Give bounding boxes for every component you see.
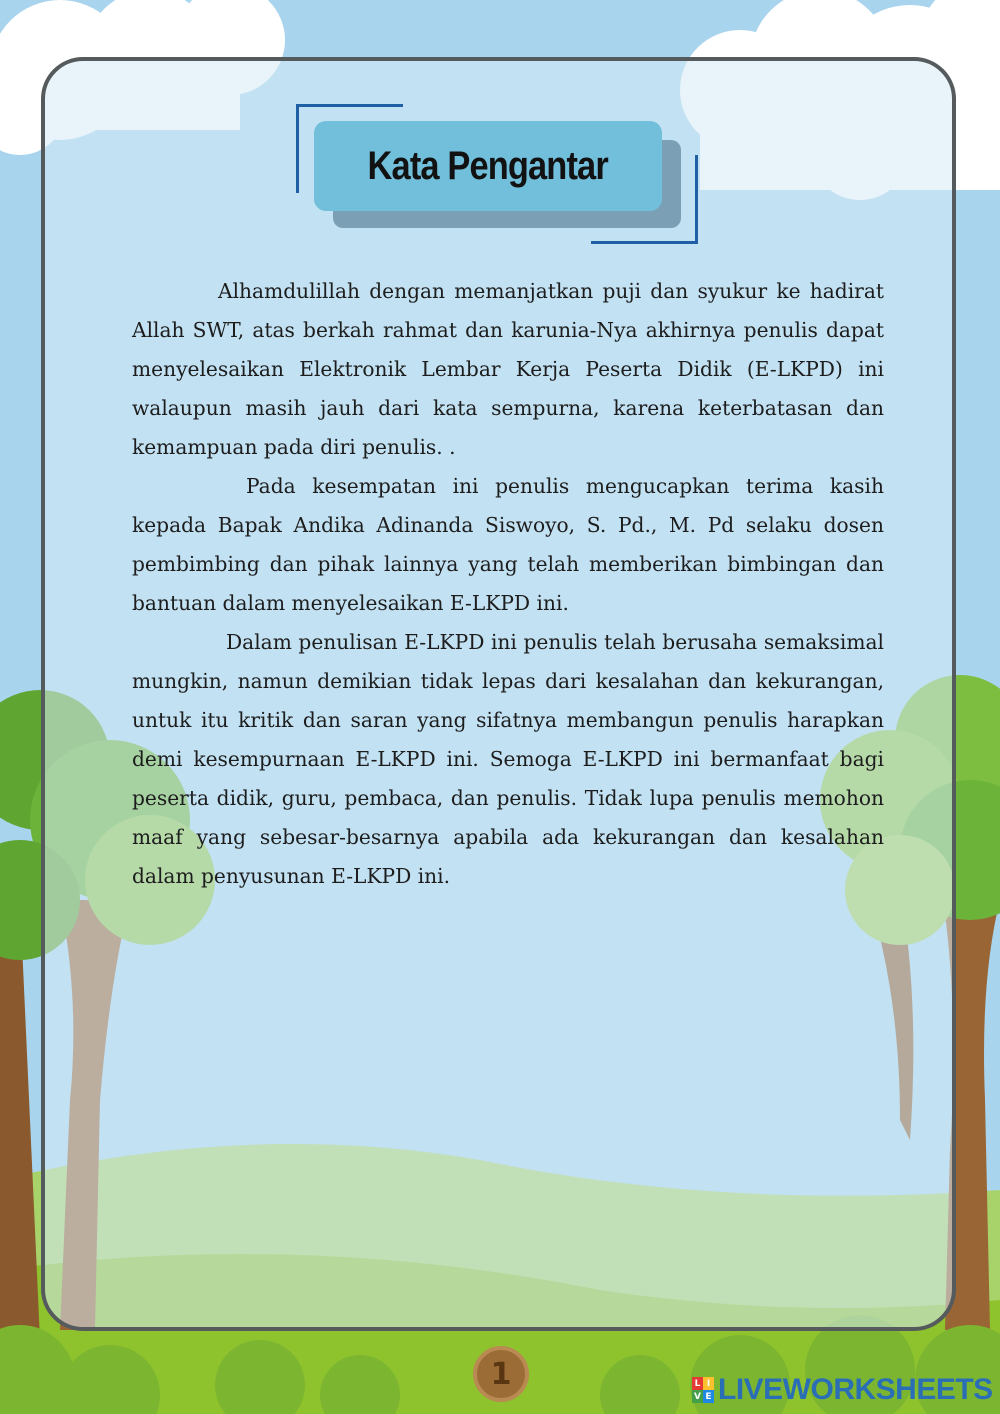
paragraph-3: Dalam penulisan E-LKPD ini penulis telah berusaha semaksimal mungkin, namun demikian tidak lepas dari kesalahan dan kekurangan, untuk itu kritik dan saran yang sifatnya membangun penulis harapkan demi kesempurnaan E-LKPD ini. Semoga E-LKPD ini bermanfaat bagi peserta didik, guru, pembaca, dan penulis. Tidak lupa penulis memohon maaf yang sebesar-besarnya apabila ada kekurangan dan kesalahan dalam penyusunan E-LKPD ini. [132,630,884,888]
liveworksheets-logo-icon [692,1377,714,1403]
title-box [314,121,662,211]
logo-letter-e: E [703,1390,714,1403]
page-number: 1 [490,1356,512,1392]
title-banner [296,104,698,244]
preface-body [132,272,884,896]
paragraph-2: Pada kesempatan ini penulis mengucapkan terima kasih kepada Bapak Andika Adinanda Siswoyo, S. Pd., M. Pd selaku dosen pembimbing dan pihak lainnya yang telah memberikan bimbingan dan bantuan dalam menyelesaikan E-LKPD ini. [132,474,884,615]
logo-letter-i: I [703,1377,714,1390]
logo-letter-v: V [692,1390,703,1403]
page-title: Kata Pengantar [367,143,609,188]
paragraph-1: Alhamdulillah dengan memanjatkan puji dan syukur ke hadirat Allah SWT, atas berkah rahmat dan karunia-Nya akhirnya penulis dapat menyelesaikan Elektronik Lembar Kerja Peserta Didik (E-LKPD) ini walaupun masih jauh dari kata sempurna, karena keterbatasan dan kemampuan pada diri penulis. . [132,279,884,459]
logo-letter-l: L [692,1377,703,1390]
brand-name: LIVEWORKSHEETS [718,1373,993,1406]
liveworksheets-brand[interactable] [692,1373,993,1407]
page-number-badge [473,1346,529,1402]
